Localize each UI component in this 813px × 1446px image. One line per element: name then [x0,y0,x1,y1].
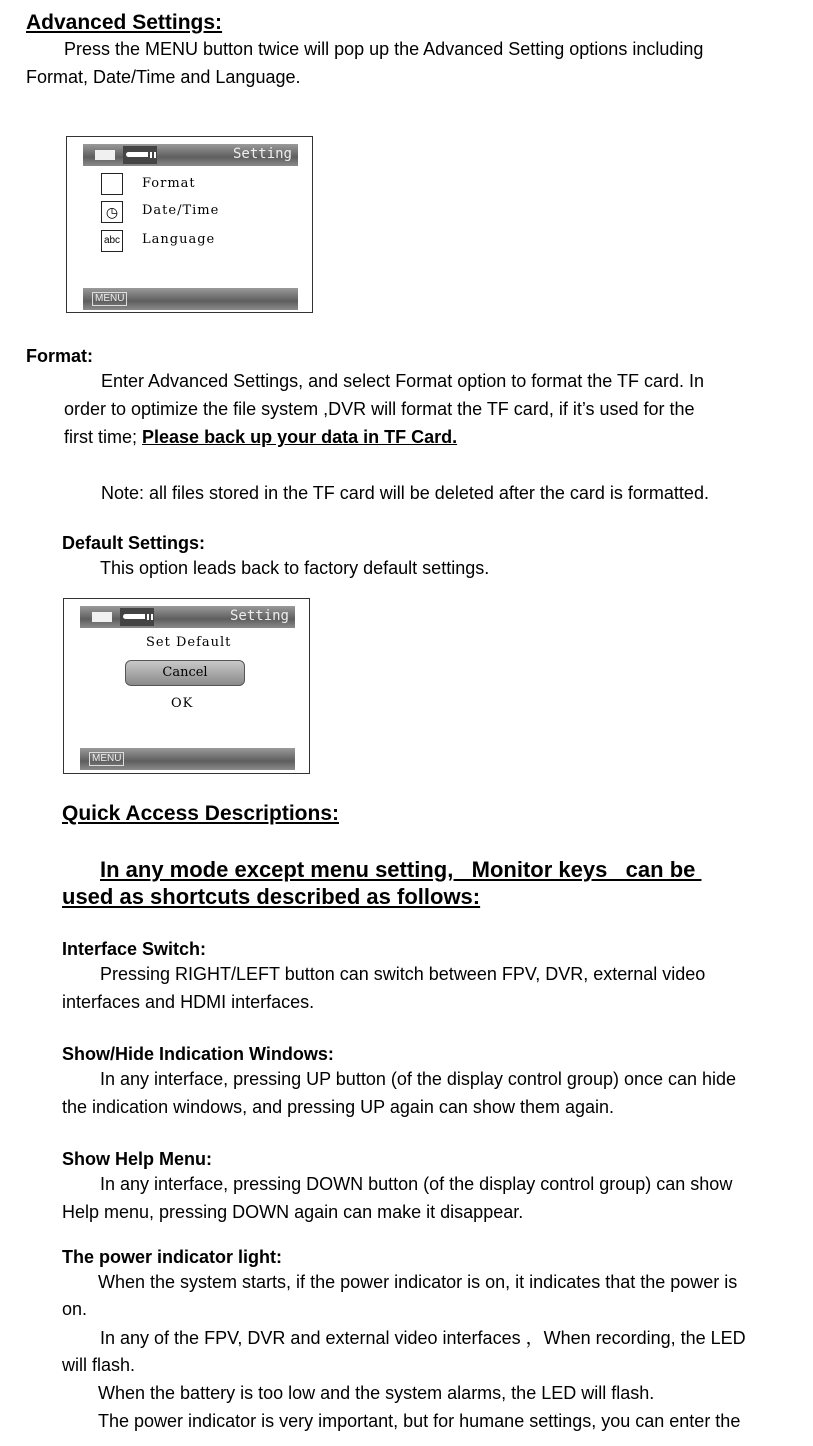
paragraph-line: on. [62,1299,88,1319]
paragraph-line: The power indicator is very important, but for humane settings, you can enter the [98,1411,741,1431]
screen-title: Setting [229,608,289,624]
paragraph-line: Format, Date/Time and Language. [26,67,301,87]
menu-label: MENU [89,752,124,766]
format-heading: Format: [26,346,93,366]
quick-access-subheading: used as shortcuts described as follows: [62,884,481,909]
set-default-label: Set Default [146,635,232,650]
format-note: Note: all files stored in the TF card will be deleted after the card is formatted. [101,483,709,503]
menu-label: MENU [92,292,127,306]
wrench-icon [123,146,157,164]
paragraph-line: order to optimize the file system ,DVR will format the TF card, if it’s used for the [64,399,695,419]
title-bar [80,606,295,628]
cancel-option: Cancel [125,660,245,686]
paragraph-line: In any interface, pressing DOWN button (of the display control group) can show [100,1174,733,1194]
paragraph-line: interfaces and HDMI interfaces. [62,992,315,1012]
bottom-bar [83,288,298,310]
interface-switch-heading: Interface Switch: [62,939,207,959]
screen-title: Setting [232,146,292,162]
bottom-bar [80,748,295,770]
wrench-icon [120,608,154,626]
camera-icon [95,150,115,160]
paragraph-line: In any interface, pressing UP button (of the display control group) once can hide [100,1069,737,1089]
default-settings-heading: Default Settings: [62,533,206,553]
menu-item-date-time: Date/Time [142,203,220,218]
paragraph-line: the indication windows, and pressing UP again can show them again. [62,1097,615,1117]
help-menu-heading: Show Help Menu: [62,1149,212,1169]
paragraph-line: When the battery is too low and the system alarms, the LED will flash. [98,1383,655,1403]
title-bar [83,144,298,166]
paragraph-line: When the system starts, if the power indicator is on, it indicates that the power is [98,1272,738,1292]
menu-item-language: Language [142,232,216,247]
clock-icon: ◷ [101,201,123,223]
paragraph-line [64,427,457,447]
power-indicator-heading: The power indicator light: [62,1247,282,1267]
paragraph-line: In any of the FPV, DVR and external video interfaces ，When recording, the LED [100,1328,746,1348]
paragraph-line: will flash. [62,1355,136,1375]
text: first time; [64,427,143,447]
set-default-screenshot [63,598,310,774]
paragraph-line: Enter Advanced Settings, and select Format option to format the TF card. In [101,371,704,391]
language-icon: abc [101,230,123,252]
ok-option: OK [171,696,194,711]
menu-item-format: Format [142,176,196,191]
paragraph-line: Help menu, pressing DOWN again can make it disappear. [62,1202,524,1222]
quick-access-heading: Quick Access Descriptions: [62,802,339,825]
settings-menu-screenshot [66,136,313,313]
backup-warning: Please back up your data in TF Card. [142,427,458,447]
quick-access-subheading: In any mode except menu setting, Monitor keys can be [100,857,702,882]
paragraph-line: Press the MENU button twice will pop up the Advanced Setting options including [64,39,704,59]
paragraph-line: Pressing RIGHT/LEFT button can switch between FPV, DVR, external video [100,964,706,984]
show-hide-heading: Show/Hide Indication Windows: [62,1044,334,1064]
camera-icon [92,612,112,622]
advanced-settings-heading: Advanced Settings: [26,11,223,34]
paragraph-line: This option leads back to factory default settings. [100,558,490,578]
sd-card-icon [101,173,123,195]
